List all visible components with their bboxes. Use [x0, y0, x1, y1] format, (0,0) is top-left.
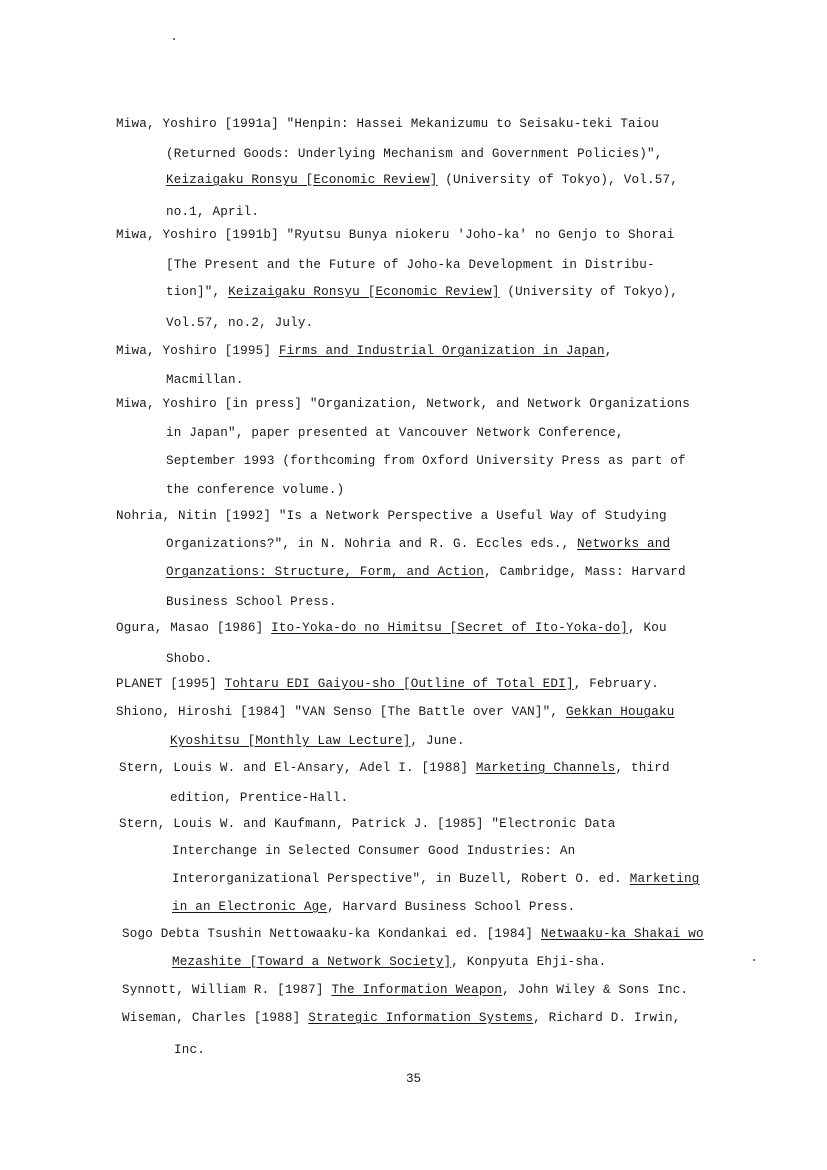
- ref-miwa-in-press-line-4: the conference volume.): [166, 483, 345, 497]
- ref-stern-1988-line-2: edition, Prentice-Hall.: [170, 791, 349, 805]
- ref-sogo-1984-line-2: Mezashite [Toward a Network Society], Konpyuta Ehji-sha.: [172, 955, 607, 969]
- book-title: Keizaigaku Ronsyu [Economic Review]: [228, 285, 500, 299]
- ref-miwa-in-press-line-1: Miwa, Yoshiro [in press] "Organization, Network, and Network Organizations: [116, 397, 691, 411]
- ref-nohria-1992-line-4: Business School Press.: [166, 595, 337, 609]
- ref-miwa-in-press-line-3: September 1993 (forthcoming from Oxford University Press as part of: [166, 454, 686, 468]
- scan-speck: [173, 38, 175, 40]
- ref-shiono-1984-line-2: Kyoshitsu [Monthly Law Lecture], June.: [170, 734, 465, 748]
- ref-wiseman-1988-line-1: Wiseman, Charles [1988] Strategic Information Systems, Richard D. Irwin,: [122, 1011, 681, 1025]
- ref-nohria-1992-line-1: Nohria, Nitin [1992] "Is a Network Perspective a Useful Way of Studying: [116, 509, 667, 523]
- ref-miwa-1995-line-2: Macmillan.: [166, 373, 244, 387]
- ref-wiseman-1988-line-2: Inc.: [174, 1043, 206, 1057]
- book-title: Keizaigaku Ronsyu [Economic Review]: [166, 173, 438, 187]
- ref-planet-1995-line-1: PLANET [1995] Tohtaru EDI Gaiyou-sho [Outline of Total EDI], February.: [116, 677, 660, 691]
- ref-miwa-1991b-line-3: tion]", Keizaigaku Ronsyu [Economic Review] (University of Tokyo),: [166, 285, 679, 299]
- ref-miwa-1991a-line-3: Keizaigaku Ronsyu [Economic Review] (University of Tokyo), Vol.57,: [166, 173, 678, 187]
- ref-stern-1985-line-1: Stern, Louis W. and Kaufmann, Patrick J. [1985] "Electronic Data: [119, 817, 616, 831]
- ref-nohria-1992-line-2: Organizations?", in N. Nohria and R. G. Eccles eds., Networks and: [166, 537, 671, 551]
- ref-stern-1985-line-4: in an Electronic Age, Harvard Business School Press.: [172, 900, 576, 914]
- ref-nohria-1992-line-3: Organzations: Structure, Form, and Action, Cambridge, Mass: Harvard: [166, 565, 686, 579]
- scan-speck: [753, 959, 755, 961]
- book-title: in an Electronic Age: [172, 900, 328, 914]
- ref-shiono-1984-line-1: Shiono, Hiroshi [1984] "VAN Senso [The Battle over VAN]", Gekkan Hougaku: [116, 705, 675, 719]
- ref-miwa-1991a-line-1: Miwa, Yoshiro [1991a] "Henpin: Hassei Mekanizumu to Seisaku-teki Taiou: [116, 117, 660, 131]
- ref-miwa-1991a-line-4: no.1, April.: [166, 205, 260, 219]
- book-title: Marketing: [629, 872, 700, 886]
- book-title: Organzations: Structure, Form, and Action: [166, 565, 485, 579]
- ref-ogura-1986-line-1: Ogura, Masao [1986] Ito-Yoka-do no Himitsu [Secret of Ito-Yoka-do], Kou: [116, 621, 667, 635]
- book-title: Networks and: [577, 537, 671, 551]
- ref-sogo-1984-line-1: Sogo Debta Tsushin Nettowaaku-ka Kondankai ed. [1984] Netwaaku-ka Shakai wo: [122, 927, 704, 941]
- ref-miwa-1991b-line-4: Vol.57, no.2, July.: [166, 316, 314, 330]
- book-title: Gekkan Hougaku: [565, 705, 675, 719]
- ref-miwa-1991b-line-1: Miwa, Yoshiro [1991b] "Ryutsu Bunya niokeru 'Joho-ka' no Genjo to Shorai: [116, 228, 675, 242]
- ref-synnott-1987-line-1: Synnott, William R. [1987] The Information Weapon, John Wiley & Sons Inc.: [122, 983, 689, 997]
- book-title: Marketing Channels: [475, 761, 616, 775]
- ref-miwa-1995-line-1: Miwa, Yoshiro [1995] Firms and Industrial Organization in Japan,: [116, 344, 613, 358]
- ref-miwa-1991b-line-2: [The Present and the Future of Joho-ka Development in Distribu-: [166, 258, 655, 272]
- book-title: Tohtaru EDI Gaiyou-sho [Outline of Total EDI]: [224, 677, 574, 691]
- book-title: Netwaaku-ka Shakai wo: [540, 927, 704, 941]
- ref-miwa-in-press-line-2: in Japan", paper presented at Vancouver Network Conference,: [166, 426, 624, 440]
- ref-stern-1988-line-1: Stern, Louis W. and El-Ansary, Adel I. [1988] Marketing Channels, third: [119, 761, 670, 775]
- book-title: Mezashite [Toward a Network Society]: [172, 955, 452, 969]
- book-title: Firms and Industrial Organization in Japan: [278, 344, 605, 358]
- book-title: The Information Weapon: [331, 983, 503, 997]
- book-title: Ito-Yoka-do no Himitsu [Secret of Ito-Yoka-do]: [271, 621, 629, 635]
- ref-ogura-1986-line-2: Shobo.: [166, 652, 213, 666]
- ref-stern-1985-line-2: Interchange in Selected Consumer Good Industries: An: [172, 844, 576, 858]
- page-number: 35: [405, 1072, 422, 1086]
- book-title: Strategic Information Systems: [308, 1011, 534, 1025]
- ref-miwa-1991a-line-2: (Returned Goods: Underlying Mechanism and Government Policies)",: [166, 147, 663, 161]
- book-title: Kyoshitsu [Monthly Law Lecture]: [170, 734, 411, 748]
- ref-stern-1985-line-3: Interorganizational Perspective", in Buzell, Robert O. ed. Marketing: [172, 872, 700, 886]
